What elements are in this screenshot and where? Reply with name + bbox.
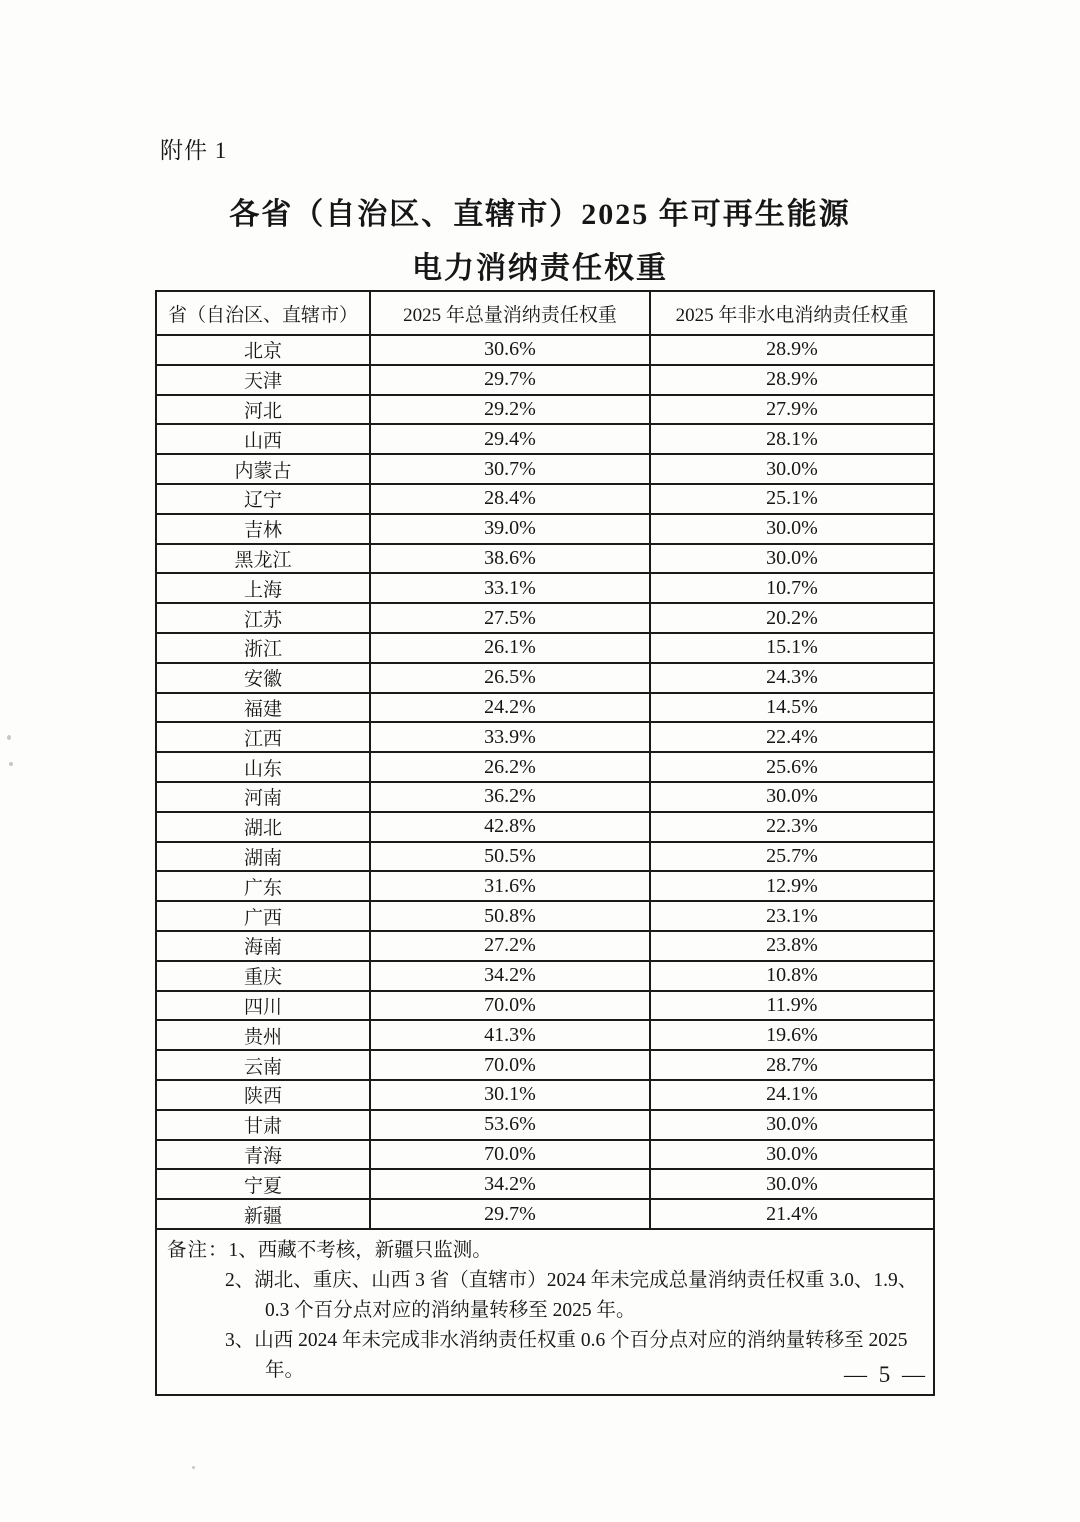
total-weight-cell: 70.0% bbox=[370, 991, 650, 1021]
nonhydro-weight-cell: 30.0% bbox=[650, 1140, 934, 1170]
table-row bbox=[156, 901, 934, 931]
document-title-line-2: 电力消纳责任权重 bbox=[412, 252, 668, 285]
nonhydro-weight-cell: 30.0% bbox=[650, 1169, 934, 1199]
province-cell: 广西 bbox=[156, 901, 370, 931]
nonhydro-weight-cell: 25.1% bbox=[650, 484, 934, 514]
table-row bbox=[156, 603, 934, 633]
province-cell: 青海 bbox=[156, 1140, 370, 1170]
total-weight-cell: 50.5% bbox=[370, 842, 650, 872]
total-weight-cell: 39.0% bbox=[370, 514, 650, 544]
table-row bbox=[156, 1169, 934, 1199]
total-weight-cell: 27.5% bbox=[370, 603, 650, 633]
table-row bbox=[156, 752, 934, 782]
province-cell: 河北 bbox=[156, 395, 370, 425]
table-row bbox=[156, 573, 934, 603]
province-cell: 辽宁 bbox=[156, 484, 370, 514]
province-cell: 湖南 bbox=[156, 842, 370, 872]
document-title bbox=[0, 188, 1080, 296]
header-total-weight: 2025 年总量消纳责任权重 bbox=[370, 291, 650, 335]
notes-label: 备注： bbox=[167, 1239, 229, 1261]
total-weight-cell: 50.8% bbox=[370, 901, 650, 931]
table-row bbox=[156, 663, 934, 693]
weights-table bbox=[155, 290, 935, 1230]
nonhydro-weight-cell: 30.0% bbox=[650, 782, 934, 812]
nonhydro-weight-cell: 28.9% bbox=[650, 365, 934, 395]
nonhydro-weight-cell: 10.7% bbox=[650, 573, 934, 603]
nonhydro-weight-cell: 27.9% bbox=[650, 395, 934, 425]
table-row bbox=[156, 395, 934, 425]
table-row bbox=[156, 961, 934, 991]
total-weight-cell: 42.8% bbox=[370, 812, 650, 842]
province-cell: 湖北 bbox=[156, 812, 370, 842]
header-nonhydro-weight: 2025 年非水电消纳责任权重 bbox=[650, 291, 934, 335]
table-row bbox=[156, 484, 934, 514]
total-weight-cell: 24.2% bbox=[370, 693, 650, 723]
total-weight-cell: 26.1% bbox=[370, 633, 650, 663]
total-weight-cell: 53.6% bbox=[370, 1110, 650, 1140]
note-item-2: 2、湖北、重庆、山西 3 省（直辖市）2024 年未完成总量消纳责任权重 3.0、1.9、0.3 个百分点对应的消纳量转移至 2025 年。 bbox=[225, 1269, 918, 1321]
table-row bbox=[156, 454, 934, 484]
table-row bbox=[156, 842, 934, 872]
nonhydro-weight-cell: 20.2% bbox=[650, 603, 934, 633]
table-row bbox=[156, 1080, 934, 1110]
total-weight-cell: 29.7% bbox=[370, 365, 650, 395]
table-row bbox=[156, 1020, 934, 1050]
table-row bbox=[156, 335, 934, 365]
page-number: — 5 — bbox=[844, 1362, 928, 1387]
nonhydro-weight-cell: 30.0% bbox=[650, 1110, 934, 1140]
province-cell: 贵州 bbox=[156, 1020, 370, 1050]
total-weight-cell: 36.2% bbox=[370, 782, 650, 812]
nonhydro-weight-cell: 19.6% bbox=[650, 1020, 934, 1050]
table-row bbox=[156, 633, 934, 663]
total-weight-cell: 31.6% bbox=[370, 871, 650, 901]
province-cell: 江苏 bbox=[156, 603, 370, 633]
nonhydro-weight-cell: 28.7% bbox=[650, 1050, 934, 1080]
total-weight-cell: 34.2% bbox=[370, 1169, 650, 1199]
nonhydro-weight-cell: 14.5% bbox=[650, 693, 934, 723]
table-row bbox=[156, 544, 934, 574]
province-cell: 新疆 bbox=[156, 1199, 370, 1229]
table-row bbox=[156, 871, 934, 901]
scan-artifact bbox=[192, 1466, 195, 1469]
province-cell: 内蒙古 bbox=[156, 454, 370, 484]
nonhydro-weight-cell: 30.0% bbox=[650, 514, 934, 544]
province-cell: 甘肃 bbox=[156, 1110, 370, 1140]
total-weight-cell: 30.7% bbox=[370, 454, 650, 484]
nonhydro-weight-cell: 24.1% bbox=[650, 1080, 934, 1110]
nonhydro-weight-cell: 30.0% bbox=[650, 454, 934, 484]
table-row bbox=[156, 1140, 934, 1170]
note-item-1: 1、西藏不考核，新疆只监测。 bbox=[228, 1239, 492, 1261]
province-cell: 陕西 bbox=[156, 1080, 370, 1110]
attachment-label: 附件 1 bbox=[160, 138, 228, 163]
total-weight-cell: 30.1% bbox=[370, 1080, 650, 1110]
nonhydro-weight-cell: 25.6% bbox=[650, 752, 934, 782]
table-row bbox=[156, 1199, 934, 1229]
province-cell: 重庆 bbox=[156, 961, 370, 991]
province-cell: 北京 bbox=[156, 335, 370, 365]
table-row bbox=[156, 991, 934, 1021]
total-weight-cell: 34.2% bbox=[370, 961, 650, 991]
province-cell: 天津 bbox=[156, 365, 370, 395]
nonhydro-weight-cell: 15.1% bbox=[650, 633, 934, 663]
nonhydro-weight-cell: 25.7% bbox=[650, 842, 934, 872]
total-weight-cell: 30.6% bbox=[370, 335, 650, 365]
total-weight-cell: 38.6% bbox=[370, 544, 650, 574]
table-row bbox=[156, 782, 934, 812]
total-weight-cell: 33.1% bbox=[370, 573, 650, 603]
nonhydro-weight-cell: 10.8% bbox=[650, 961, 934, 991]
total-weight-cell: 29.2% bbox=[370, 395, 650, 425]
table-header-row bbox=[156, 291, 934, 335]
table-body bbox=[156, 335, 934, 1229]
nonhydro-weight-cell: 24.3% bbox=[650, 663, 934, 693]
province-cell: 广东 bbox=[156, 871, 370, 901]
province-cell: 海南 bbox=[156, 931, 370, 961]
province-cell: 四川 bbox=[156, 991, 370, 1021]
province-cell: 云南 bbox=[156, 1050, 370, 1080]
province-cell: 黑龙江 bbox=[156, 544, 370, 574]
scan-artifact bbox=[7, 735, 11, 740]
table-row bbox=[156, 812, 934, 842]
table-row bbox=[156, 693, 934, 723]
table-row bbox=[156, 514, 934, 544]
table-row bbox=[156, 1110, 934, 1140]
table-row bbox=[156, 424, 934, 454]
nonhydro-weight-cell: 22.3% bbox=[650, 812, 934, 842]
note-line-1 bbox=[167, 1236, 923, 1266]
weights-table-container bbox=[155, 290, 935, 1396]
total-weight-cell: 70.0% bbox=[370, 1140, 650, 1170]
province-cell: 安徽 bbox=[156, 663, 370, 693]
notes-section bbox=[155, 1228, 935, 1396]
document-title-line-1: 各省（自治区、直辖市）2025 年可再生能源 bbox=[229, 198, 851, 231]
province-cell: 吉林 bbox=[156, 514, 370, 544]
table-row bbox=[156, 365, 934, 395]
province-cell: 宁夏 bbox=[156, 1169, 370, 1199]
table-row bbox=[156, 931, 934, 961]
total-weight-cell: 29.4% bbox=[370, 424, 650, 454]
nonhydro-weight-cell: 22.4% bbox=[650, 722, 934, 752]
scan-artifact bbox=[9, 762, 13, 766]
total-weight-cell: 26.5% bbox=[370, 663, 650, 693]
nonhydro-weight-cell: 28.1% bbox=[650, 424, 934, 454]
total-weight-cell: 29.7% bbox=[370, 1199, 650, 1229]
province-cell: 浙江 bbox=[156, 633, 370, 663]
province-cell: 山西 bbox=[156, 424, 370, 454]
province-cell: 河南 bbox=[156, 782, 370, 812]
note-item-3: 3、山西 2024 年未完成非水消纳责任权重 0.6 个百分点对应的消纳量转移至 2025 年。 bbox=[225, 1329, 908, 1381]
table-row bbox=[156, 1050, 934, 1080]
province-cell: 山东 bbox=[156, 752, 370, 782]
nonhydro-weight-cell: 23.8% bbox=[650, 931, 934, 961]
province-cell: 江西 bbox=[156, 722, 370, 752]
nonhydro-weight-cell: 30.0% bbox=[650, 544, 934, 574]
province-cell: 上海 bbox=[156, 573, 370, 603]
table-row bbox=[156, 722, 934, 752]
header-province: 省（自治区、直辖市） bbox=[156, 291, 370, 335]
total-weight-cell: 26.2% bbox=[370, 752, 650, 782]
total-weight-cell: 41.3% bbox=[370, 1020, 650, 1050]
nonhydro-weight-cell: 21.4% bbox=[650, 1199, 934, 1229]
nonhydro-weight-cell: 11.9% bbox=[650, 991, 934, 1021]
total-weight-cell: 27.2% bbox=[370, 931, 650, 961]
total-weight-cell: 28.4% bbox=[370, 484, 650, 514]
nonhydro-weight-cell: 12.9% bbox=[650, 871, 934, 901]
province-cell: 福建 bbox=[156, 693, 370, 723]
total-weight-cell: 33.9% bbox=[370, 722, 650, 752]
total-weight-cell: 70.0% bbox=[370, 1050, 650, 1080]
nonhydro-weight-cell: 28.9% bbox=[650, 335, 934, 365]
nonhydro-weight-cell: 23.1% bbox=[650, 901, 934, 931]
